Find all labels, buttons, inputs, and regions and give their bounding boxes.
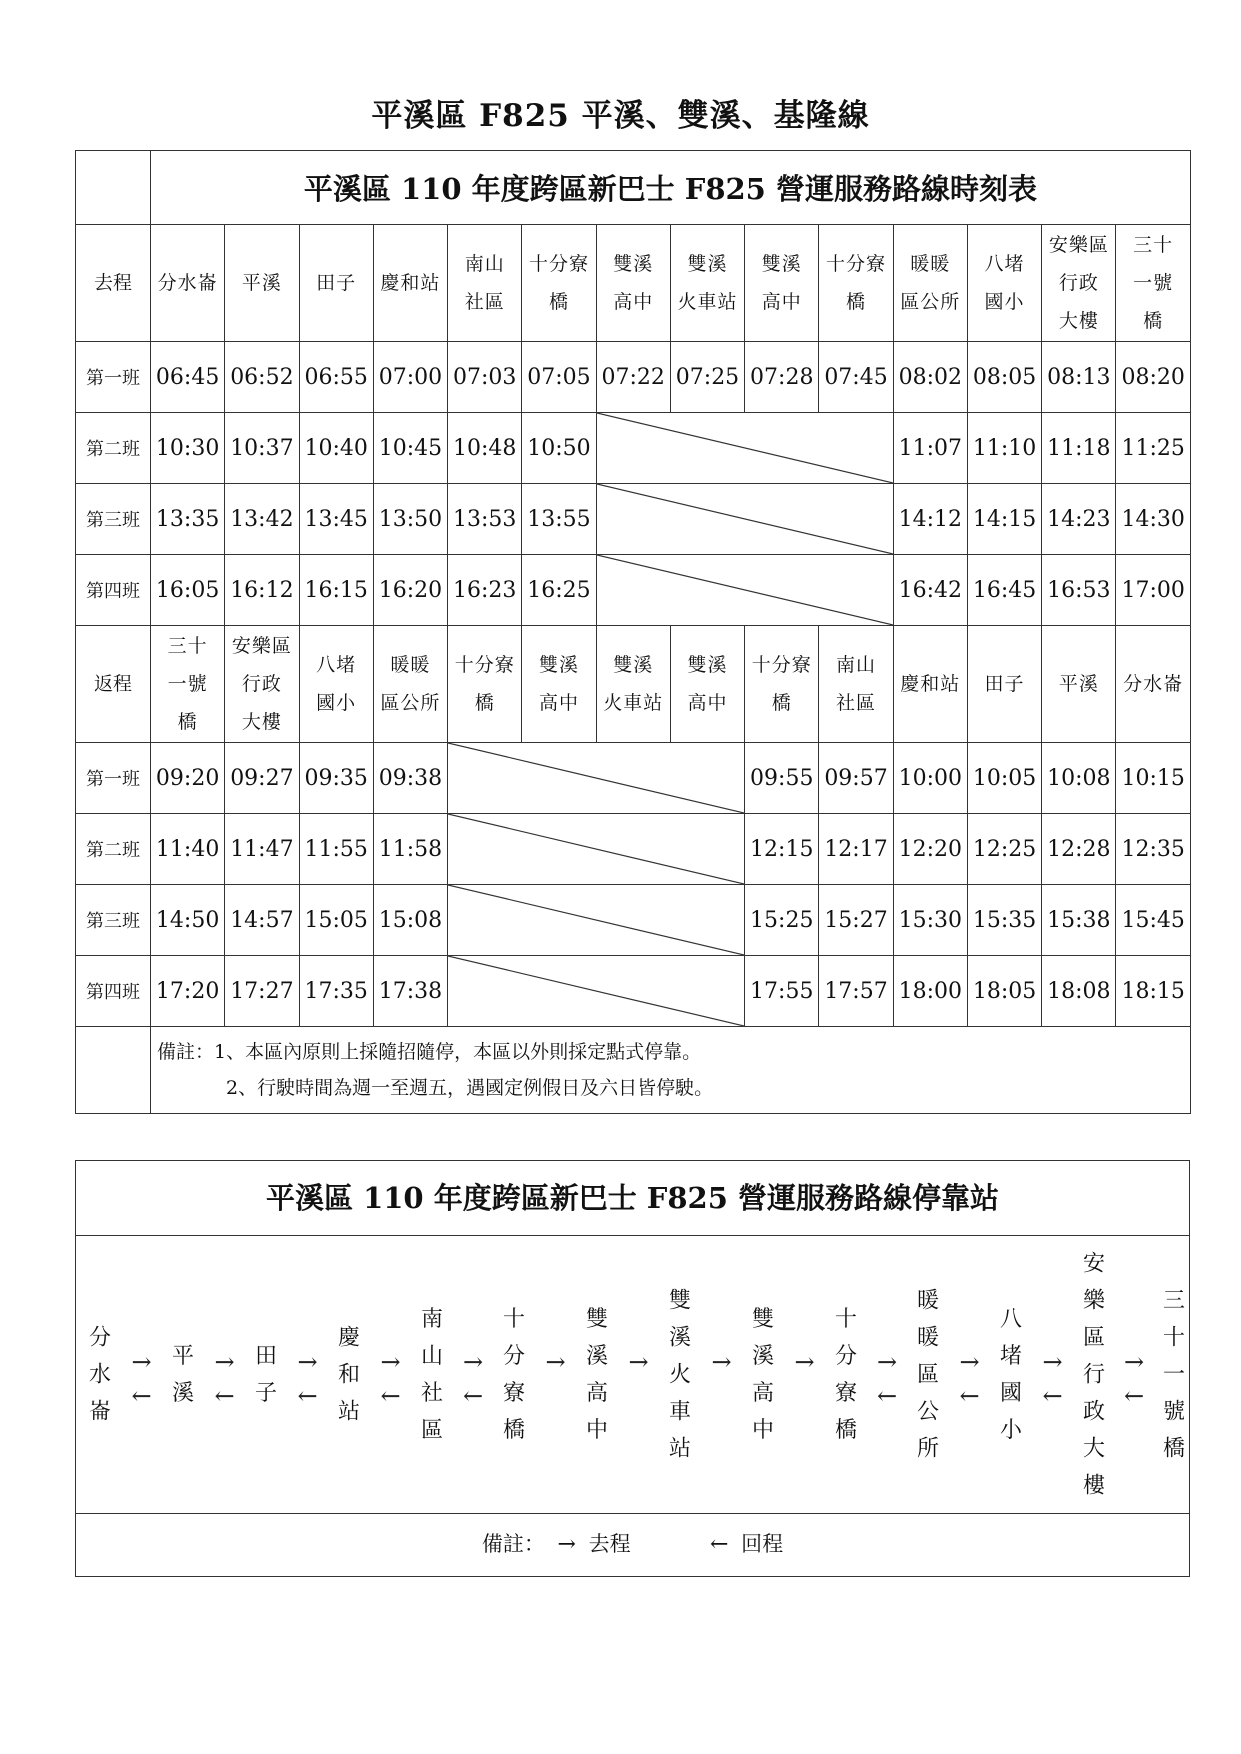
departure-time: 15:25 — [745, 885, 819, 956]
station-name-line: 雙溪 — [687, 654, 728, 676]
note-line: 備註：1、本區內原則上採隨招隨停，本區以外則採定點式停靠。 — [157, 1041, 702, 1063]
return-station-header — [819, 626, 893, 743]
diagonal-strike — [597, 555, 893, 625]
return-station-header — [967, 626, 1041, 743]
outbound-run-row — [76, 342, 1191, 413]
station-name-line: 三十 — [167, 635, 208, 657]
departure-time: 11:55 — [299, 814, 373, 885]
arrow-left-icon: ← — [876, 1382, 898, 1410]
run-label: 第四班 — [76, 555, 151, 626]
outbound-station-header — [893, 225, 967, 342]
departure-time: 17:20 — [151, 956, 225, 1027]
stop-name: 雙 溪 高 中 — [585, 1306, 608, 1443]
station-name-line: 區公所 — [900, 291, 961, 313]
station-name-line: 高中 — [538, 692, 579, 714]
departure-time: 15:30 — [893, 885, 967, 956]
departure-time: 06:45 — [151, 342, 225, 413]
arrow-left-icon: ← — [131, 1382, 152, 1410]
departure-time: 17:35 — [299, 956, 373, 1027]
departure-time: 09:27 — [225, 743, 299, 814]
arrow-right-icon: → — [545, 1348, 566, 1376]
departure-time: 13:45 — [299, 484, 373, 555]
arrow-left-icon: ← — [214, 1382, 235, 1410]
departure-time: 16:15 — [299, 555, 373, 626]
station-name-line: 雙溪 — [613, 253, 654, 275]
departure-time: 18:05 — [967, 956, 1041, 1027]
diagonal-strike — [448, 956, 744, 1026]
departure-time: 10:45 — [373, 413, 447, 484]
not-served-cell — [448, 814, 745, 885]
stop-name: 平 溪 — [171, 1343, 194, 1406]
return-station-header — [893, 626, 967, 743]
departure-time: 13:55 — [522, 484, 596, 555]
departure-time: 16:23 — [448, 555, 522, 626]
station-name-line: 南山 — [836, 654, 877, 676]
outbound-station-header — [225, 225, 299, 342]
return-station-header — [522, 626, 596, 743]
station-name-line: 行政 — [241, 673, 282, 695]
station-name-line: 雙溪 — [538, 654, 579, 676]
stop-name: 十 分 寮 橋 — [502, 1306, 525, 1443]
station-name-line: 火車站 — [603, 692, 664, 714]
departure-time: 06:52 — [225, 342, 299, 413]
station-name-line: 慶和站 — [380, 272, 441, 294]
stops-title: 平溪區 110 年度跨區新巴士 F825 營運服務路線停靠站 — [76, 1161, 1189, 1236]
station-name-line: 八堵 — [316, 654, 357, 676]
diagonal-strike — [597, 484, 893, 554]
departure-time: 08:02 — [893, 342, 967, 413]
station-name-line: 社區 — [464, 291, 505, 313]
station-name-line: 橋 — [474, 692, 495, 714]
departure-time: 16:05 — [151, 555, 225, 626]
station-name-line: 十分寮 — [528, 253, 589, 275]
station-name-line: 平溪 — [1058, 673, 1099, 695]
arrow-right-icon: → — [711, 1348, 732, 1376]
run-label: 第一班 — [76, 342, 151, 413]
outbound-station-header — [596, 225, 670, 342]
station-name-line: 雙溪 — [761, 253, 802, 275]
outbound-station-header — [967, 225, 1041, 342]
station-name-line: 暖暖 — [390, 654, 431, 676]
arrow-left-icon: ← — [297, 1382, 318, 1410]
departure-time: 12:25 — [967, 814, 1041, 885]
departure-time: 12:17 — [819, 814, 893, 885]
station-name-line: 雙溪 — [687, 253, 728, 275]
outbound-station-header — [1042, 225, 1116, 342]
departure-time: 17:57 — [819, 956, 893, 1027]
station-name-line: 高中 — [687, 692, 728, 714]
departure-time: 15:05 — [299, 885, 373, 956]
stop-name: 田 子 — [254, 1343, 277, 1406]
stop-name: 雙 溪 火 車 站 — [668, 1288, 691, 1461]
stop-name: 安 樂 區 行 政 大 樓 — [1082, 1251, 1105, 1498]
diagonal-strike — [448, 814, 744, 884]
return-station-header — [670, 626, 744, 743]
legend-return-label: 回程 — [741, 1532, 784, 1556]
station-name-line: 行政 — [1058, 272, 1099, 294]
station-name-line: 慶和站 — [900, 673, 961, 695]
station-name-line: 橋 — [548, 291, 569, 313]
stop-name: 三 十 一 號 橋 — [1162, 1288, 1185, 1461]
stop-name: 十 分 寮 橋 — [834, 1306, 857, 1443]
run-label: 第四班 — [76, 956, 151, 1027]
outbound-station-header — [522, 225, 596, 342]
run-label: 第三班 — [76, 484, 151, 555]
outbound-station-header — [299, 225, 373, 342]
return-run-row — [76, 956, 1191, 1027]
diagonal-strike — [448, 743, 744, 813]
stops-panel — [75, 1160, 1190, 1577]
outbound-station-header — [819, 225, 893, 342]
timetable-title: 平溪區 110 年度跨區新巴士 F825 營運服務路線時刻表 — [151, 151, 1191, 225]
not-served-cell — [448, 956, 745, 1027]
departure-time: 13:35 — [151, 484, 225, 555]
departure-time: 14:15 — [967, 484, 1041, 555]
not-served-cell — [448, 885, 745, 956]
stops-diagram — [76, 1236, 1189, 1514]
station-name-line: 安樂區 — [231, 635, 292, 657]
departure-time: 07:45 — [819, 342, 893, 413]
outbound-station-header — [448, 225, 522, 342]
arrow-right-icon: → — [214, 1348, 235, 1376]
departure-time: 10:50 — [522, 413, 596, 484]
departure-time: 11:10 — [967, 413, 1041, 484]
outbound-label: 去程 — [76, 225, 151, 342]
departure-time: 15:38 — [1042, 885, 1116, 956]
departure-time: 16:42 — [893, 555, 967, 626]
run-label: 第二班 — [76, 814, 151, 885]
arrow-right-icon: → — [628, 1348, 649, 1376]
departure-time: 14:50 — [151, 885, 225, 956]
departure-time: 13:53 — [448, 484, 522, 555]
return-run-row — [76, 885, 1191, 956]
departure-time: 08:13 — [1042, 342, 1116, 413]
station-name-line: 橋 — [846, 291, 867, 313]
station-name-line: 田子 — [316, 272, 357, 294]
departure-time: 12:28 — [1042, 814, 1116, 885]
stop-name: 雙 溪 高 中 — [751, 1306, 774, 1443]
station-name-line: 一號 — [167, 673, 208, 695]
departure-time: 14:30 — [1116, 484, 1190, 555]
departure-time: 16:20 — [373, 555, 447, 626]
arrow-left-icon: ← — [380, 1382, 401, 1410]
stop-name: 分 水 崙 — [88, 1325, 111, 1424]
arrow-right-icon: → — [131, 1348, 152, 1376]
return-station-header — [299, 626, 373, 743]
station-name-line: 十分寮 — [826, 253, 887, 275]
departure-time: 17:00 — [1116, 555, 1190, 626]
station-name-line: 平溪 — [241, 272, 282, 294]
outbound-station-header — [745, 225, 819, 342]
outbound-station-header — [151, 225, 225, 342]
departure-time: 12:15 — [745, 814, 819, 885]
departure-time: 10:30 — [151, 413, 225, 484]
arrow-right-icon: → — [794, 1348, 815, 1376]
departure-time: 16:45 — [967, 555, 1041, 626]
arrow-right-icon: → — [959, 1348, 980, 1376]
outbound-station-header — [670, 225, 744, 342]
station-name-line: 國小 — [984, 291, 1025, 313]
departure-time: 11:47 — [225, 814, 299, 885]
not-served-cell — [596, 484, 893, 555]
diagonal-strike — [597, 413, 893, 483]
departure-time: 10:48 — [448, 413, 522, 484]
notes-corner — [76, 1027, 151, 1114]
station-name-line: 南山 — [464, 253, 505, 275]
departure-time: 10:00 — [893, 743, 967, 814]
return-station-header — [1116, 626, 1190, 743]
station-name-line: 分水崙 — [1123, 673, 1184, 695]
departure-time: 11:07 — [893, 413, 967, 484]
not-served-cell — [596, 413, 893, 484]
departure-time: 11:58 — [373, 814, 447, 885]
station-name-line: 一號 — [1133, 272, 1174, 294]
departure-time: 08:20 — [1116, 342, 1190, 413]
arrow-right-icon: → — [297, 1348, 318, 1376]
departure-time: 18:00 — [893, 956, 967, 1027]
note-line: 2、行駛時間為週一至週五，遇國定例假日及六日皆停駛。 — [226, 1077, 714, 1099]
return-station-header — [1042, 626, 1116, 743]
departure-time: 16:25 — [522, 555, 596, 626]
station-name-line: 橋 — [771, 692, 792, 714]
departure-time: 12:20 — [893, 814, 967, 885]
departure-time: 10:40 — [299, 413, 373, 484]
run-label: 第二班 — [76, 413, 151, 484]
return-station-header — [225, 626, 299, 743]
outbound-station-header — [1116, 225, 1190, 342]
station-name-line: 橋 — [1143, 310, 1164, 332]
station-name-line: 暖暖 — [910, 253, 951, 275]
departure-time: 17:38 — [373, 956, 447, 1027]
station-name-line: 高中 — [613, 291, 654, 313]
outbound-run-row — [76, 484, 1191, 555]
departure-time: 14:12 — [893, 484, 967, 555]
departure-time: 09:38 — [373, 743, 447, 814]
page-title: 平溪區 F825 平溪、雙溪、基隆線 — [371, 98, 870, 134]
departure-time: 07:05 — [522, 342, 596, 413]
return-station-header — [448, 626, 522, 743]
run-label: 第一班 — [76, 743, 151, 814]
departure-time: 13:42 — [225, 484, 299, 555]
departure-time: 12:35 — [1116, 814, 1190, 885]
departure-time: 15:08 — [373, 885, 447, 956]
station-name-line: 國小 — [316, 692, 357, 714]
departure-time: 09:35 — [299, 743, 373, 814]
departure-time: 16:53 — [1042, 555, 1116, 626]
arrow-right-icon: → — [380, 1348, 401, 1376]
station-name-line: 田子 — [984, 673, 1025, 695]
station-name-line: 火車站 — [677, 291, 738, 313]
departure-time: 15:45 — [1116, 885, 1190, 956]
station-name-line: 分水崙 — [157, 272, 218, 294]
legend-prefix: 備註： — [481, 1532, 545, 1556]
departure-time: 11:25 — [1116, 413, 1190, 484]
return-station-header — [151, 626, 225, 743]
station-name-line: 雙溪 — [613, 654, 654, 676]
timetable-corner — [76, 151, 151, 225]
arrow-left-icon: ← — [1042, 1382, 1063, 1410]
departure-time: 06:55 — [299, 342, 373, 413]
not-served-cell — [448, 743, 745, 814]
departure-time: 16:12 — [225, 555, 299, 626]
departure-time: 07:25 — [670, 342, 744, 413]
departure-time: 18:15 — [1116, 956, 1190, 1027]
arrow-right-icon: → — [1042, 1348, 1063, 1376]
return-station-header — [745, 626, 819, 743]
departure-time: 17:55 — [745, 956, 819, 1027]
departure-time: 15:35 — [967, 885, 1041, 956]
return-run-row — [76, 814, 1191, 885]
departure-time: 10:37 — [225, 413, 299, 484]
not-served-cell — [596, 555, 893, 626]
departure-time: 09:55 — [745, 743, 819, 814]
departure-time: 08:05 — [967, 342, 1041, 413]
departure-time: 07:28 — [745, 342, 819, 413]
return-run-row — [76, 743, 1191, 814]
arrow-right-icon: → — [876, 1348, 898, 1376]
return-station-header — [596, 626, 670, 743]
station-name-line: 十分寮 — [751, 654, 812, 676]
station-name-line: 十分寮 — [454, 654, 515, 676]
outbound-run-row — [76, 413, 1191, 484]
return-station-header — [373, 626, 447, 743]
departure-time: 07:00 — [373, 342, 447, 413]
departure-time: 17:27 — [225, 956, 299, 1027]
departure-time: 10:08 — [1042, 743, 1116, 814]
run-label: 第三班 — [76, 885, 151, 956]
departure-time: 07:22 — [596, 342, 670, 413]
stop-name: 八 堵 國 小 — [999, 1306, 1022, 1443]
stop-name: 南 山 社 區 — [420, 1306, 443, 1443]
station-name-line: 安樂區 — [1048, 234, 1109, 256]
departure-time: 11:18 — [1042, 413, 1116, 484]
departure-time: 10:05 — [967, 743, 1041, 814]
timetable — [75, 150, 1191, 1114]
station-name-line: 區公所 — [380, 692, 441, 714]
departure-time: 11:40 — [151, 814, 225, 885]
departure-time: 14:23 — [1042, 484, 1116, 555]
departure-time: 10:15 — [1116, 743, 1190, 814]
arrow-left-icon: ← — [1123, 1382, 1145, 1410]
station-name-line: 三十 — [1133, 234, 1174, 256]
station-name-line: 大樓 — [1058, 310, 1099, 332]
arrow-left-icon: ← — [710, 1532, 729, 1557]
station-name-line: 大樓 — [241, 711, 282, 733]
departure-time: 09:20 — [151, 743, 225, 814]
arrow-right-icon: → — [1123, 1348, 1145, 1376]
outbound-run-row — [76, 555, 1191, 626]
arrow-right-icon: → — [557, 1532, 576, 1557]
arrow-left-icon: ← — [462, 1382, 484, 1410]
departure-time: 07:03 — [448, 342, 522, 413]
diagonal-strike — [448, 885, 744, 955]
departure-time: 15:27 — [819, 885, 893, 956]
stop-name: 慶 和 站 — [337, 1325, 360, 1424]
departure-time: 13:50 — [373, 484, 447, 555]
stop-name: 暖 暖 區 公 所 — [916, 1288, 939, 1461]
station-name-line: 橋 — [177, 711, 198, 733]
station-name-line: 八堵 — [984, 253, 1025, 275]
departure-time: 09:57 — [819, 743, 893, 814]
stops-legend — [76, 1514, 1189, 1574]
departure-time: 14:57 — [225, 885, 299, 956]
arrow-left-icon: ← — [959, 1382, 980, 1410]
return-label: 返程 — [76, 626, 151, 743]
departure-time: 18:08 — [1042, 956, 1116, 1027]
arrow-right-icon: → — [462, 1348, 484, 1376]
station-name-line: 社區 — [836, 692, 877, 714]
station-name-line: 高中 — [761, 291, 802, 313]
legend-outbound-label: 去程 — [588, 1532, 631, 1556]
outbound-station-header — [373, 225, 447, 342]
timetable-notes — [151, 1027, 1191, 1114]
